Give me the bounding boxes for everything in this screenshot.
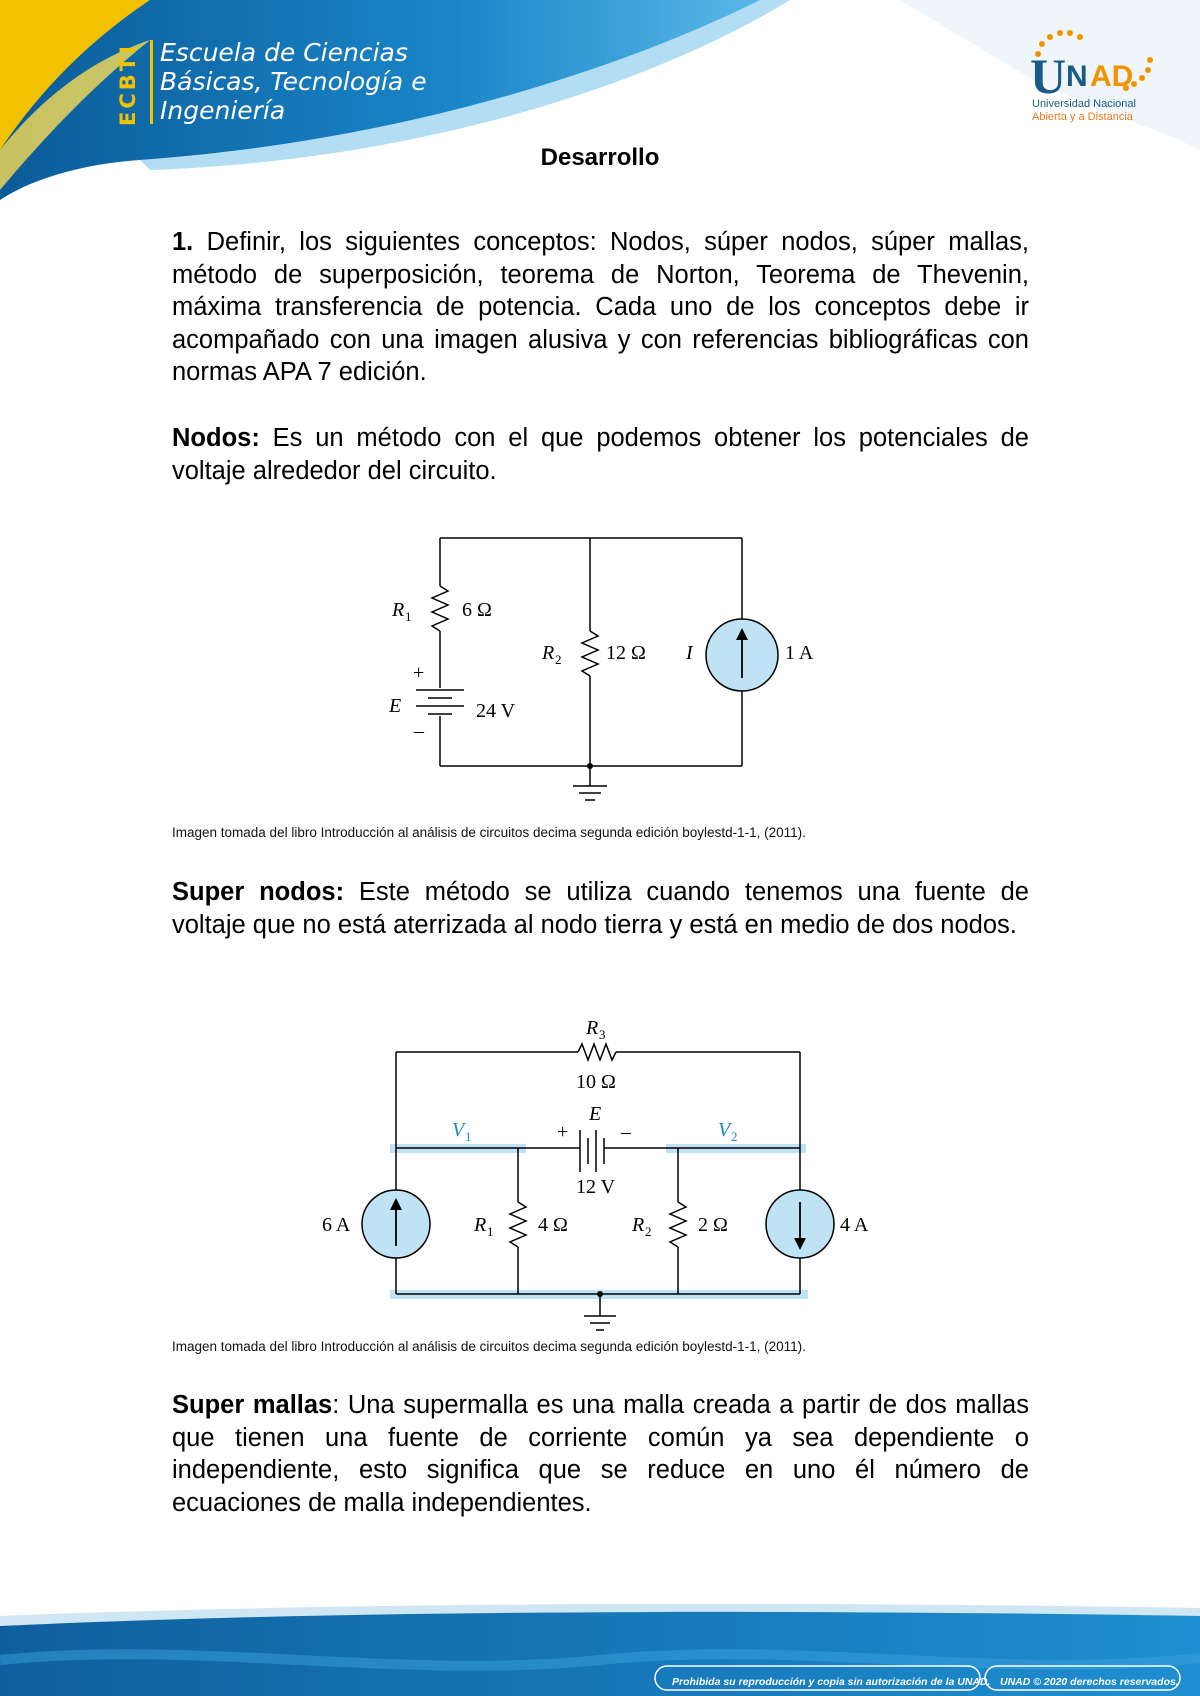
- logo-university-name: Universidad Nacional: [1032, 98, 1136, 110]
- school-name-line-3: Ingeniería: [160, 96, 286, 125]
- r3-subscript: 3: [599, 1027, 606, 1042]
- r1-subscript: 1: [487, 1224, 494, 1239]
- nodos-term: Nodos:: [172, 424, 260, 452]
- voltage-source-value: 24 V: [476, 700, 516, 722]
- super-mallas-text: : Una supermalla es una malla creada a partir de dos mallas que tienen una fuente de corriente común ya sea dependiente o independiente, esto significa que se reduce en uno él número de ecuaciones de malla independientes.: [172, 1391, 1029, 1517]
- header-divider: [150, 40, 153, 124]
- node-v1-subscript: 1: [465, 1129, 472, 1144]
- battery-minus-sign: –: [414, 720, 424, 742]
- nodos-paragraph: [172, 422, 1029, 487]
- right-current-source-value: 4 A: [840, 1214, 869, 1236]
- battery-label: E: [589, 1103, 602, 1125]
- nodos-text: Es un método con el que podemos obtener los potenciales de voltaje alrededor del circuito.: [172, 424, 1029, 485]
- node-v1-label: V: [452, 1119, 465, 1141]
- supernode-circuit-figure: [310, 1006, 890, 1336]
- r2-label: R: [542, 642, 555, 664]
- question-number: 1.: [172, 228, 194, 256]
- r2-value: 2 Ω: [698, 1214, 728, 1236]
- intro-paragraph: [172, 226, 1029, 389]
- battery-minus-sign: –: [621, 1121, 631, 1143]
- figure1-caption: Imagen tomada del libro Introducción al análisis de circuitos decima segunda edición boylestd-1-1, (2011).: [172, 825, 806, 840]
- svg-text:U: U: [1030, 48, 1067, 104]
- ecbti-acronym: ECBTI: [116, 43, 140, 127]
- current-source-label: I: [686, 642, 693, 664]
- intro-text: Definir, los siguientes conceptos: Nodos, súper nodos, súper mallas, método de superposición, teorema de Norton, Teorema de Thevenin, máxima transferencia de potencia. Cada uno de los conceptos debe ir acompañado con una imagen alusiva y con referencias bibliográficas con normas APA 7 edición.: [172, 228, 1029, 387]
- footer-copyright: UNAD © 2020 derechos reservados.: [1000, 1676, 1179, 1688]
- battery-plus-sign: +: [413, 662, 425, 684]
- page-title: Desarrollo: [540, 144, 660, 171]
- r1-subscript: 1: [405, 609, 412, 624]
- current-source-value: 1 A: [785, 642, 814, 664]
- school-name-line-1: Escuela de Ciencias: [160, 38, 408, 67]
- footer-notice: Prohibida su reproducción y copia sin autorización de la UNAD.: [672, 1676, 991, 1688]
- r1-value: 4 Ω: [538, 1214, 568, 1236]
- figure2-caption: Imagen tomada del libro Introducción al análisis de circuitos decima segunda edición boylestd-1-1, (2011).: [172, 1339, 806, 1354]
- node-v2-subscript: 2: [731, 1129, 738, 1144]
- battery-value: 12 V: [576, 1176, 616, 1198]
- voltage-source-label: E: [389, 695, 402, 717]
- r1-value: 6 Ω: [462, 599, 492, 621]
- r2-subscript: 2: [555, 652, 562, 667]
- r3-label: R: [586, 1017, 599, 1039]
- left-current-source-value: 6 A: [322, 1214, 351, 1236]
- r1-label: R: [392, 599, 405, 621]
- battery-plus-sign: +: [557, 1121, 569, 1143]
- super-nodos-text: Este método se utiliza cuando tenemos una fuente de voltaje que no está aterrizada al nodo tierra y está en medio de dos nodos.: [172, 878, 1029, 939]
- current-source-down-icon: [766, 1190, 834, 1258]
- r2-label: R: [632, 1214, 645, 1236]
- svg-text:AD: AD: [1090, 60, 1134, 93]
- logo-university-subtitle: Abierta y a Distancia: [1032, 111, 1133, 123]
- super-nodos-term: Super nodos:: [172, 878, 345, 906]
- r2-subscript: 2: [645, 1224, 652, 1239]
- r3-value: 10 Ω: [576, 1071, 616, 1093]
- node-v2-label: V: [718, 1119, 731, 1141]
- svg-text:N: N: [1066, 60, 1088, 93]
- current-source-icon: [706, 619, 778, 691]
- super-nodos-paragraph: [172, 876, 1029, 941]
- super-mallas-term: Super mallas: [172, 1391, 333, 1419]
- r1-label: R: [474, 1214, 487, 1236]
- school-name: [160, 38, 427, 125]
- super-mallas-paragraph: [172, 1389, 1029, 1519]
- r2-value: 12 Ω: [606, 642, 646, 664]
- school-name-line-2: Básicas, Tecnología e: [160, 67, 427, 96]
- current-source-up-icon: [362, 1190, 430, 1258]
- nodal-analysis-circuit-figure: [380, 528, 840, 816]
